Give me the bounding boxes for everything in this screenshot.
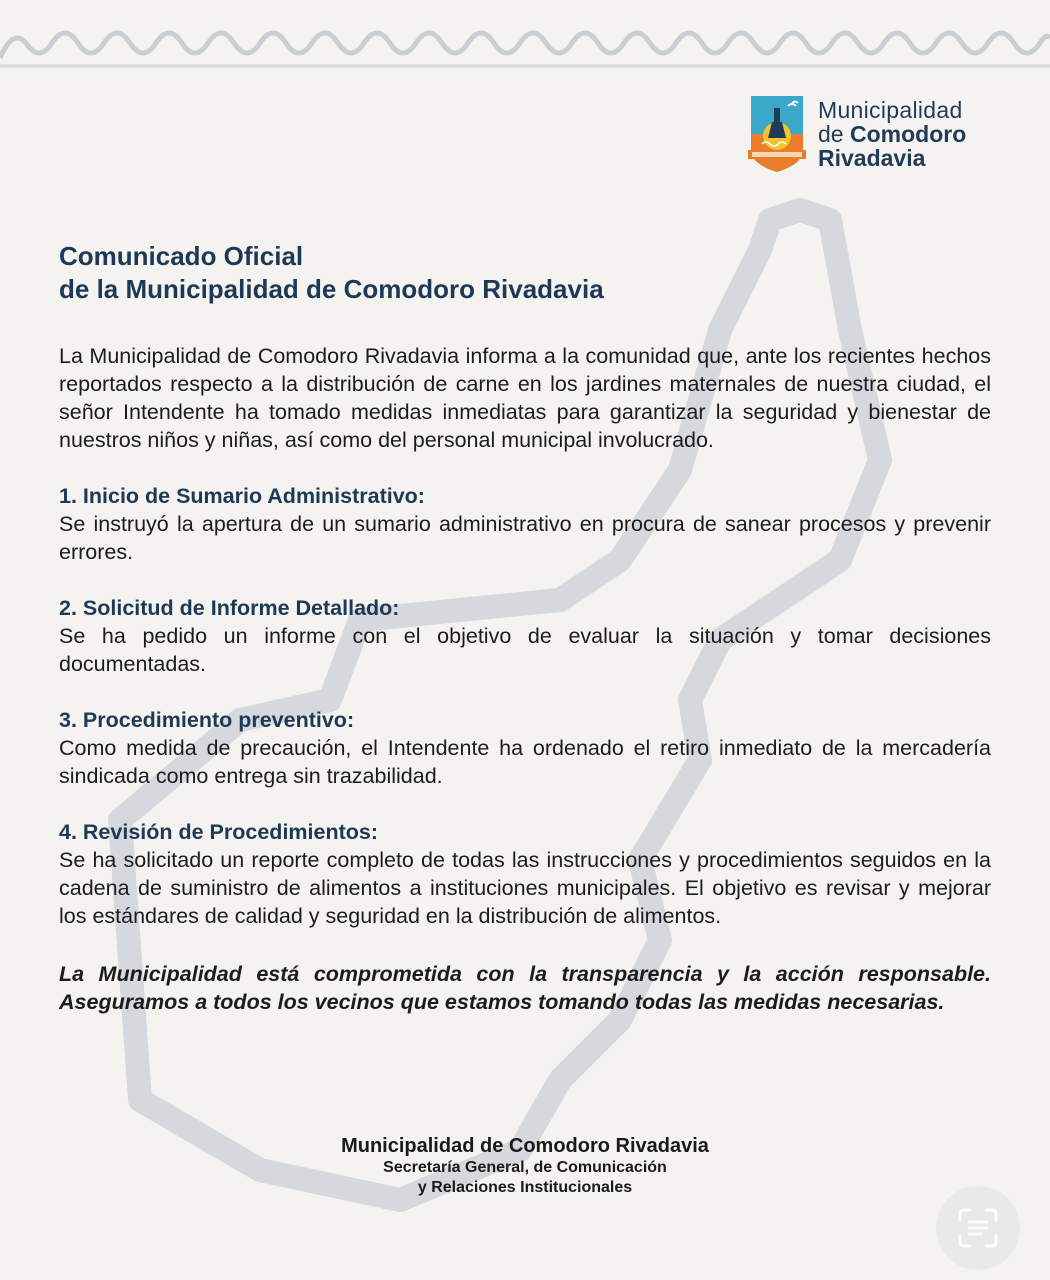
communique-body [59, 240, 991, 1038]
section-body: Se instruyó la apertura de un sumario administrativo en procura de sanear procesos y prevenir errores. [59, 512, 991, 564]
footer-dept-line-2: y Relaciones Institucionales [417, 1179, 633, 1196]
municipal-shield-icon [748, 94, 806, 174]
municipality-logo [748, 94, 998, 176]
section-heading: 3. Procedimiento preventivo: [59, 708, 355, 732]
section-4 [59, 818, 991, 930]
section-3 [59, 706, 991, 790]
section-1 [59, 482, 991, 566]
footer-dept-line-1: Secretaría General, de Comunicación [383, 1159, 667, 1176]
title-line-1: Comunicado Oficial [59, 241, 304, 271]
logo-line-1: Municipalidad [818, 97, 963, 123]
scan-text-icon [956, 1206, 1000, 1250]
page-title [59, 240, 991, 306]
closing-statement: La Municipalidad está comprometida con la transparencia y la acción responsable. Aseguramos a todos los vecinos que estamos tomando todas las medidas necesarias. [59, 962, 991, 1014]
section-body: Se ha solicitado un reporte completo de todas las instrucciones y procedimientos seguidos en la cadena de suministro de alimentos a instituciones municipales. El objetivo es revisar y mejorar los estándares de calidad y seguridad en la distribución de alimentos. [59, 848, 991, 928]
section-heading: 4. Revisión de Procedimientos: [59, 820, 379, 844]
footer-org: Municipalidad de Comodoro Rivadavia [341, 1135, 709, 1157]
section-heading: 2. Solicitud de Informe Detallado: [59, 596, 400, 620]
logo-wordmark [818, 98, 966, 170]
logo-line-2 [818, 121, 966, 147]
section-heading: 1. Inicio de Sumario Administrativo: [59, 484, 425, 508]
section-body: Como medida de precaución, el Intendente ha ordenado el retiro inmediato de la mercadería sindicada como entrega sin trazabilidad. [59, 736, 991, 788]
section-body: Se ha pedido un informe con el objetivo de evaluar la situación y tomar decisiones documentadas. [59, 624, 991, 676]
wave-border-decoration [0, 18, 1050, 78]
section-2 [59, 594, 991, 678]
footer-signature [0, 1134, 1050, 1198]
scan-text-button[interactable] [936, 1186, 1020, 1270]
logo-line-2-prefix: de [818, 121, 850, 147]
title-line-2: de la Municipalidad de Comodoro Rivadavia [59, 274, 604, 304]
logo-line-3: Rivadavia [818, 145, 926, 171]
intro-paragraph: La Municipalidad de Comodoro Rivadavia informa a la comunidad que, ante los recientes hechos reportados respecto a la distribución de carne en los jardines maternales de nuestra ciudad, el señor Intendente ha tomado medidas inmediatas para garantizar la seguridad y bienestar de nuestros niños y niñas, así como del personal municipal involucrado. [59, 344, 991, 452]
logo-line-2-strong: Comodoro [849, 121, 967, 147]
